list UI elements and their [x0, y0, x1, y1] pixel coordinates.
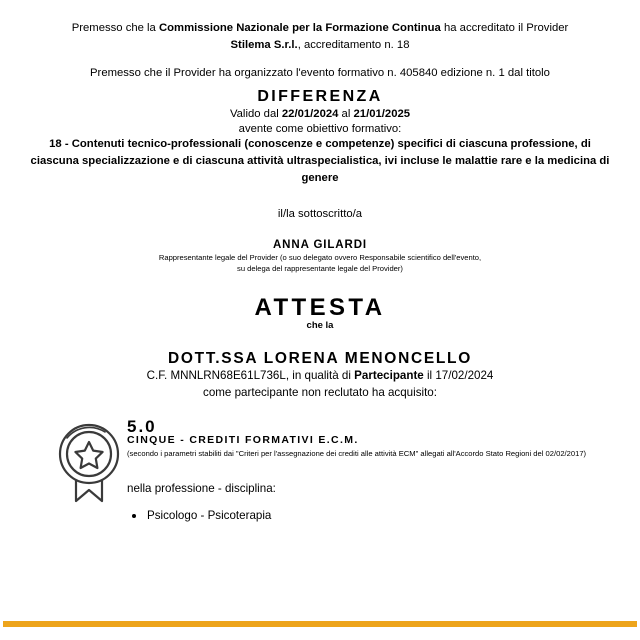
bullet-icon [132, 514, 136, 518]
premessa-line-1 [0, 20, 640, 37]
profession-item-label: Psicologo - Psicoterapia [147, 509, 272, 522]
attesta-heading: ATTESTA [254, 294, 386, 321]
validity-to-date: 21/01/2025 [353, 108, 411, 120]
credits-value: 5.0 [127, 417, 157, 436]
provider-name: Stilema S.r.l. [230, 38, 298, 51]
attesta-subheading: che la [306, 320, 334, 331]
premessa-line1-part2: ha accreditato il Provider [440, 22, 569, 34]
credits-label: CINQUE - CREDITI FORMATIVI E.C.M. [127, 434, 359, 446]
premessa-event-block [0, 65, 640, 82]
cf-mid: , in qualità di [285, 369, 355, 382]
provider-accreditation: , accreditamento n. 18 [297, 38, 410, 51]
event-validity [0, 108, 640, 120]
signer-role [0, 253, 640, 274]
signer-name: ANNA GILARDI [272, 239, 368, 251]
premessa-commissione-bold: Commissione Nazionale per la Formazione Continua [158, 22, 441, 34]
recipient-date: 17/02/2024 [435, 369, 494, 382]
validity-from-date: 22/01/2024 [281, 108, 339, 120]
validity-prefix: Valido dal [229, 108, 282, 120]
signer-intro: il/la sottoscritto/a [277, 208, 363, 220]
premessa-provider-block [0, 20, 640, 53]
signer-role-line-2: su delega del rappresentante legale del Provider) [237, 263, 403, 273]
list-item [127, 508, 271, 523]
cf-prefix: C.F. [146, 369, 171, 382]
event-objective-text: 18 - Contenuti tecnico-professionali (conoscenze e competenze) specifici di ciascuna professione, di ciascuna specializzazione e di ciascuna attività ultraspecialistica, ivi incluse le malattie rare e la medicina di genere [30, 138, 610, 184]
cf-date-prefix: il [423, 369, 436, 382]
recipient-acquired-line: come partecipante non reclutato ha acquisito: [203, 386, 437, 399]
cf-code: MNNLRN68E61L736L [170, 369, 286, 382]
premessa-line-3: Premesso che il Provider ha organizzato l'evento formativo n. 405840 edizione n. 1 dal titolo [90, 67, 550, 79]
recipient-fiscal-code-line [0, 369, 640, 382]
event-title: DIFFERENZA [257, 88, 383, 105]
medal-star-badge-icon [52, 420, 126, 504]
credits-note: (secondo i parametri stabiliti dai "Criteri per l'assegnazione dei crediti alle attività ECM" allegati all'Accordo Stato Regioni del 02/02/2017) [127, 449, 587, 458]
bottom-accent-bar [3, 621, 637, 627]
recipient-role: Partecipante [354, 369, 424, 382]
event-objective-label: avente come obiettivo formativo: [238, 123, 402, 135]
profession-list [127, 508, 271, 523]
premessa-line-2 [0, 37, 640, 54]
validity-mid: al [338, 108, 354, 120]
signer-role-line-1: Rappresentante legale del Provider (o suo delegato ovvero Responsabile scientifico dell'evento, [158, 253, 482, 262]
premessa-line1-part1: Premesso che la [71, 22, 159, 34]
profession-label: nella professione - disciplina: [127, 482, 276, 495]
recipient-name: DOTT.SSA LORENA MENONCELLO [168, 350, 472, 367]
